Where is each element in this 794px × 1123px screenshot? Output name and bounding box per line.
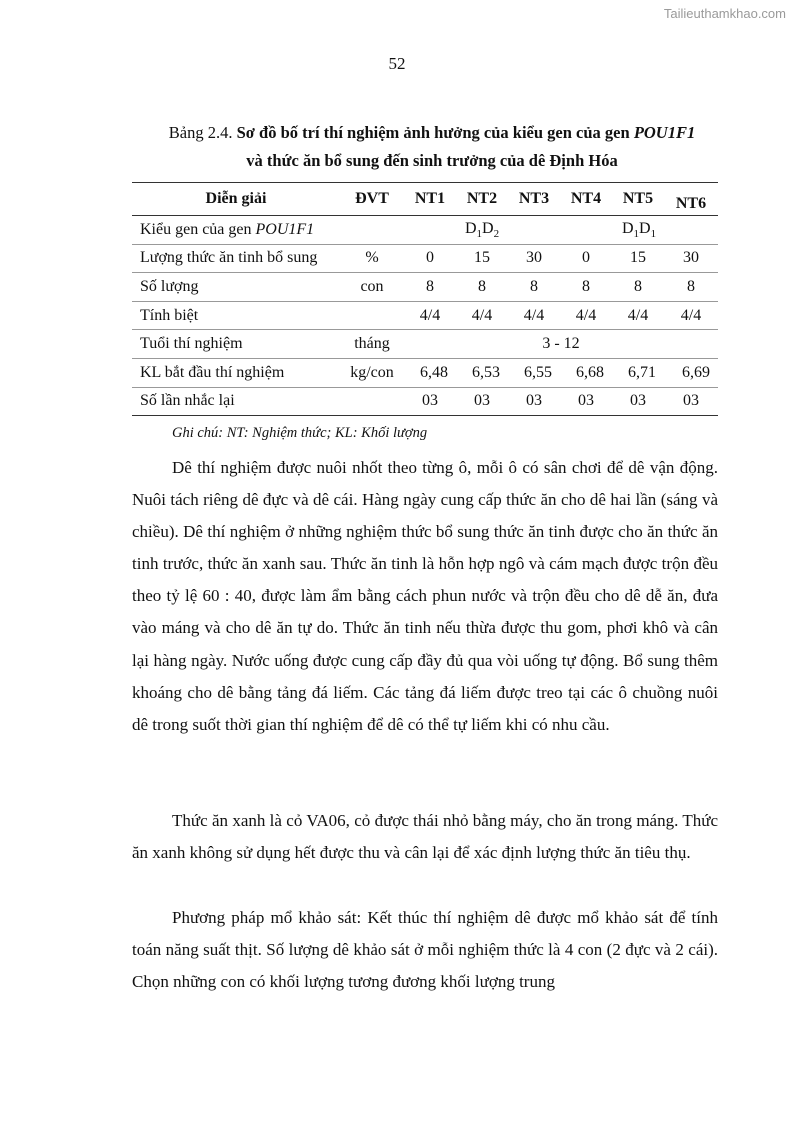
body-paragraph: Dê thí nghiệm được nuôi nhốt theo từng ô, mỗi ô có sân chơi để dê vận động. Nuôi tách riêng dê đực và dê cái. Hàng ngày cung cấp thức ăn cho dê hai lần (sáng và chiều). Dê thí nghiệm ở những nghiệm thức bổ sung thức ăn tinh được cho ăn thức ăn tinh trước, thức ăn xanh sau. Thức ăn tinh là hỗn hợp ngô và cám mạch được trộn đều theo tỷ lệ 60 : 40, được làm ẩm bằng cách phun nước và trộn đều cho dê dễ ăn, đưa vào máng và cho dê ăn tự do. Thức ăn tinh nếu thừa được thu gom, phơi khô và cân lại hàng ngày. Nước uống được cung cấp đầy đủ qua vòi uống tự động. Bổ sung thêm khoáng cho dê bằng tảng đá liếm. Các tảng đá liếm được treo tại các ô chuồng nuôi dê trong suốt thời gian thí nghiệm để dê có thể tự liếm khi có nhu cầu.	[132, 458, 718, 734]
row-label: Tuổi thí nghiệm	[132, 330, 340, 359]
value-cell: 6,71	[612, 358, 664, 387]
value-cell: 0	[404, 244, 456, 273]
value-cell: 03	[612, 387, 664, 416]
row-label: KL bắt đầu thí nghiệm	[132, 358, 340, 387]
value-cell: 4/4	[664, 301, 718, 330]
value-cell: 03	[508, 387, 560, 416]
body-paragraph: Thức ăn xanh là cỏ VA06, cỏ được thái nhỏ bằng máy, cho ăn trong máng. Thức ăn xanh không sử dụng hết được thu và cân lại để xác định lượng thức ăn tiêu thụ.	[132, 811, 718, 863]
table-row	[132, 244, 718, 273]
header-cell: NT5	[612, 183, 664, 216]
value-cell: 4/4	[612, 301, 664, 330]
row-label: Số lượng	[132, 273, 340, 302]
header-cell: Diễn giải	[132, 183, 340, 216]
value-cell: 8	[612, 273, 664, 302]
value-cell: 4/4	[456, 301, 508, 330]
value-cell: 30	[508, 244, 560, 273]
header-cell: NT3	[508, 183, 560, 216]
value-cell: 8	[404, 273, 456, 302]
value-cell: 6,68	[560, 358, 612, 387]
unit-cell	[340, 216, 404, 245]
watermark: Tailieuthamkhao.com	[663, 6, 786, 21]
row-label: Lượng thức ăn tinh bổ sung	[132, 244, 340, 273]
value-cell: 0	[560, 244, 612, 273]
value-cell: 8	[456, 273, 508, 302]
table-row	[132, 387, 718, 416]
value-cell: 4/4	[560, 301, 612, 330]
value-cell: 8	[560, 273, 612, 302]
value-cell: 03	[456, 387, 508, 416]
body-paragraph: Phương pháp mổ khảo sát: Kết thúc thí nghiệm dê được mổ khảo sát để tính toán năng suất thịt. Số lượng dê khảo sát ở mỗi nghiệm thức là 4 con (2 đực và 2 cái). Chọn những con có khối lượng tương đương khối lượng trung	[132, 908, 718, 992]
value-cell: 15	[456, 244, 508, 273]
unit-cell	[340, 301, 404, 330]
row-label	[132, 216, 340, 245]
table-title-part1: Sơ đồ bố trí thí nghiệm ảnh hưởng của kiểu gen của gen	[236, 123, 630, 142]
header-cell: NT2	[456, 183, 508, 216]
unit-cell: con	[340, 273, 404, 302]
table-row	[132, 330, 718, 359]
table-header-row	[132, 183, 718, 216]
value-cell: 15	[612, 244, 664, 273]
table-row	[132, 301, 718, 330]
genotype-group-d1d2: $D_1D_2$	[404, 216, 560, 245]
unit-cell: kg/con	[340, 358, 404, 387]
table-caption	[132, 119, 732, 175]
table-row	[132, 273, 718, 302]
value-cell: 6,69	[664, 358, 718, 387]
row-label: Số lần nhắc lại	[132, 387, 340, 416]
genotype-gene: POU1F1	[255, 220, 315, 238]
header-cell: NT6	[664, 183, 718, 216]
table-row	[132, 216, 718, 245]
value-cell: 8	[664, 273, 718, 302]
header-cell: NT1	[404, 183, 456, 216]
value-cell: 30	[664, 244, 718, 273]
value-cell: 6,55	[508, 358, 560, 387]
experiment-design-table	[132, 182, 718, 416]
value-cell: 03	[664, 387, 718, 416]
value-cell: 03	[404, 387, 456, 416]
table-row	[132, 358, 718, 387]
age-range-cell: 3 - 12	[404, 330, 718, 359]
value-cell: 4/4	[404, 301, 456, 330]
table-title-part2: và thức ăn bổ sung đến sinh trưởng của dê Định Hóa	[246, 151, 618, 170]
page-number: 52	[388, 54, 406, 73]
genotype-label-prefix: Kiểu gen của gen	[140, 220, 252, 238]
table-note: Ghi chú: NT: Nghiệm thức; KL: Khối lượng	[172, 425, 428, 441]
value-cell: 4/4	[508, 301, 560, 330]
value-cell: 03	[560, 387, 612, 416]
genotype-group-d1d1: $D_1D_1$	[560, 216, 718, 245]
unit-cell: tháng	[340, 330, 404, 359]
table-label: Bảng 2.4.	[168, 123, 233, 142]
header-cell: ĐVT	[340, 183, 404, 216]
value-cell: 6,48	[404, 358, 456, 387]
table-title-gene: POU1F1	[633, 123, 696, 142]
header-cell: NT4	[560, 183, 612, 216]
value-cell: 8	[508, 273, 560, 302]
row-label: Tính biệt	[132, 301, 340, 330]
unit-cell	[340, 387, 404, 416]
unit-cell: %	[340, 244, 404, 273]
value-cell: 6,53	[456, 358, 508, 387]
